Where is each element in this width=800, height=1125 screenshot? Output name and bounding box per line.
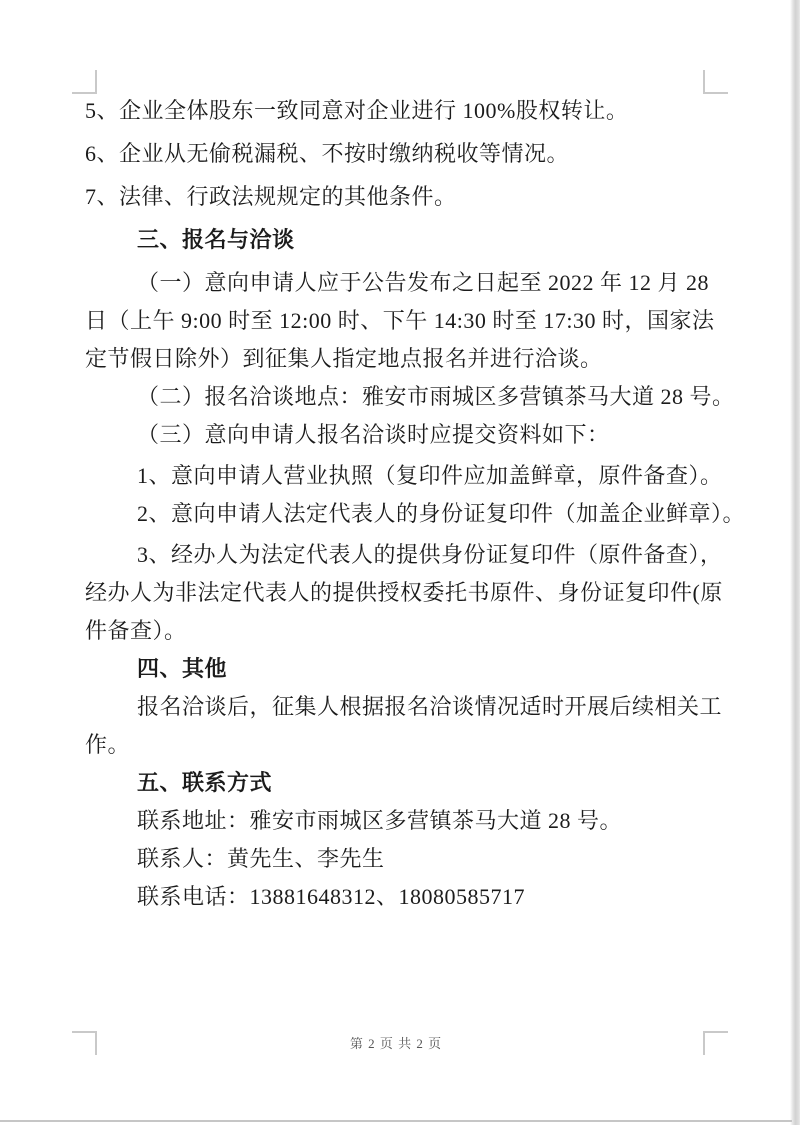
- para-4-1-line-1: 报名洽谈后，征集人根据报名洽谈情况适时开展后续相关工: [137, 694, 723, 719]
- margin-crop-mark-top-right: [703, 70, 728, 94]
- para-3-1-line-2: 日（上午 9:00 时至 12:00 时、下午 14:30 时至 17:30 时，国家法: [85, 308, 715, 333]
- para-4-1-line-2: 作。: [85, 732, 131, 757]
- list-item-materials-3-line-2: 经办人为非法定代表人的提供授权委托书原件、身份证复印件(原: [85, 580, 723, 605]
- list-item-5: 5、企业全体股东一致同意对企业进行 100%股权转让。: [85, 98, 629, 123]
- page-right-edge-shadow: [790, 0, 800, 1125]
- list-item-7: 7、法律、行政法规规定的其他条件。: [85, 184, 457, 209]
- list-item-materials-1: 1、意向申请人营业执照（复印件应加盖鲜章，原件备查）。: [137, 463, 723, 488]
- para-3-1-line-3: 定节假日除外）到征集人指定地点报名并进行洽谈。: [85, 346, 603, 371]
- document-body: [85, 92, 746, 916]
- list-item-materials-3-line-3: 件备查）。: [85, 618, 187, 643]
- para-3-1-line-1: （一）意向申请人应于公告发布之日起至 2022 年 12 月 28: [137, 270, 710, 295]
- section-heading-4: 四、其他: [137, 656, 228, 681]
- list-item-materials-2: 2、意向申请人法定代表人的身份证复印件（加盖企业鲜章）。: [137, 501, 746, 526]
- section-heading-5: 五、联系方式: [137, 770, 273, 795]
- list-item-materials-3-line-1: 3、经办人为法定代表人的提供身份证复印件（原件备查），: [137, 542, 723, 567]
- contact-person-line: 联系人：黄先生、李先生: [137, 846, 385, 871]
- list-item-6: 6、企业从无偷税漏税、不按时缴纳税收等情况。: [85, 141, 570, 166]
- para-3-2: （二）报名洽谈地点：雅安市雨城区多营镇茶马大道 28 号。: [137, 384, 735, 409]
- contact-phone-line: 联系电话：13881648312、18080585717: [137, 884, 526, 909]
- page-bottom-edge-line: [0, 1120, 792, 1122]
- section-heading-3: 三、报名与洽谈: [137, 227, 295, 252]
- contact-address-line: 联系地址：雅安市雨城区多营镇茶马大道 28 号。: [137, 808, 623, 833]
- page-number-footer: 第 2 页 共 2 页: [349, 1036, 443, 1051]
- margin-crop-mark-top-left: [72, 70, 97, 94]
- para-3-3: （三）意向申请人报名洽谈时应提交资料如下：: [137, 422, 610, 447]
